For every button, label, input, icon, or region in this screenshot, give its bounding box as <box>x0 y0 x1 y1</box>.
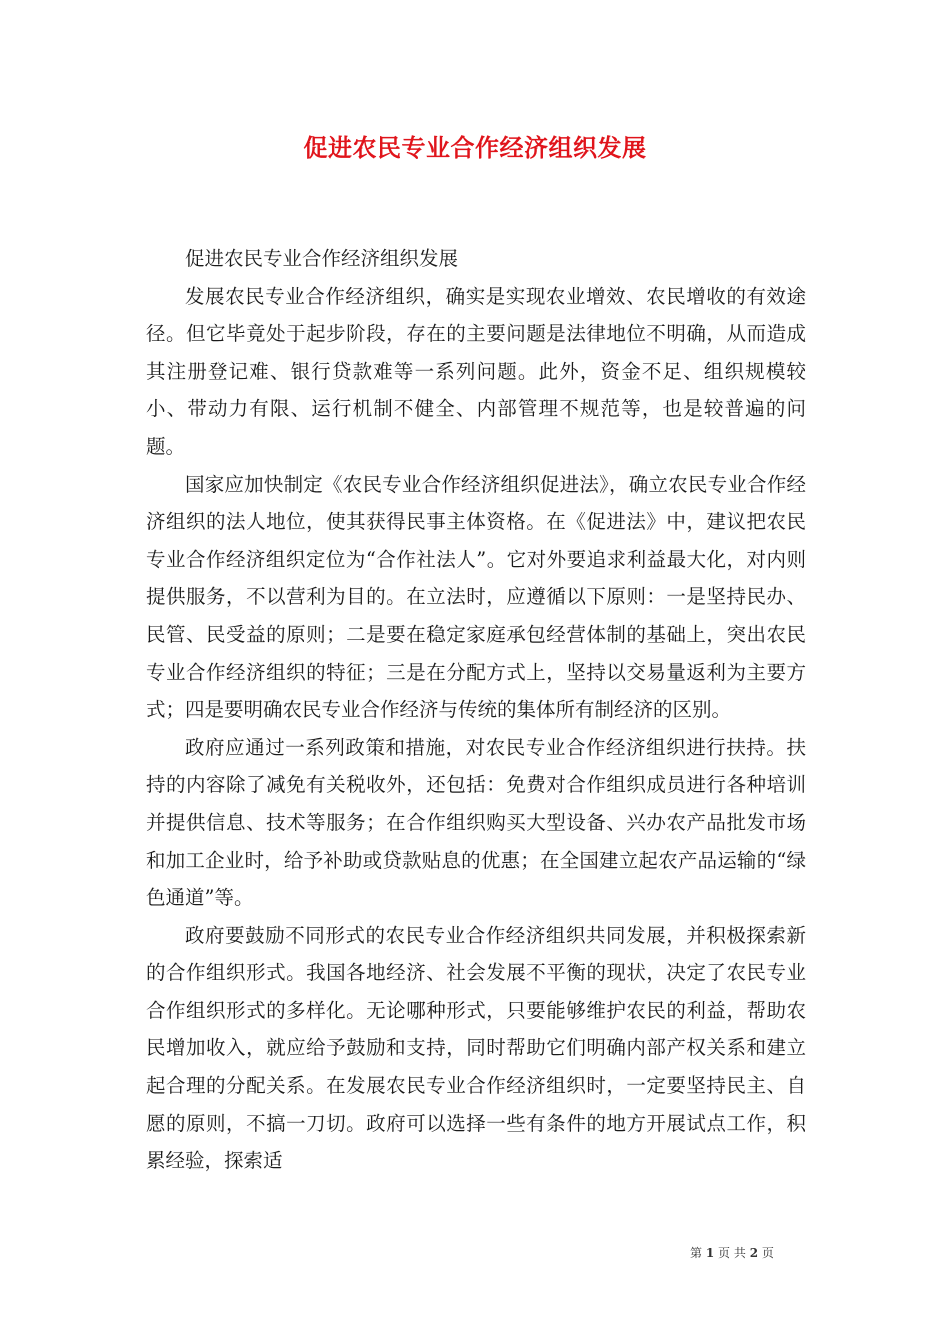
document-subtitle: 促进农民专业合作经济组织发展 <box>185 247 459 270</box>
document-body <box>146 240 806 1180</box>
page-title: 促进农民专业合作经济组织发展 <box>303 133 647 162</box>
footer-total-pages: 2 <box>749 1246 759 1260</box>
paragraph-4: 政府要鼓励不同形式的农民专业合作经济组织共同发展，并积极探索新的合作组织形式。我国各地经济、社会发展不平衡的现状，决定了农民专业合作组织形式的多样化。无论哪种形式，只要能够维护农民的利益，帮助农民增加收入，就应给予鼓励和支持，同时帮助它们明确内部产权关系和建立起合理的分配关系。在发展农民专业合作经济组织时，一定要坚持民主、自愿的原则，不搞一刀切。政府可以选择一些有条件的地方开展试点工作，积累经验，探索适 <box>146 923 806 1173</box>
footer-current-page: 1 <box>705 1246 715 1260</box>
page-footer <box>690 1244 774 1261</box>
footer-middle: 页 共 <box>718 1246 746 1260</box>
paragraph-2: 国家应加快制定《农民专业合作经济组织促进法》，确立农民专业合作经济组织的法人地位，使其获得民事主体资格。在《促进法》中，建议把农民专业合作经济组织定位为“合作社法人”。它对外要追求利益最大化，对内则提供服务，不以营利为目的。在立法时，应遵循以下原则：一是坚持民办、民管、民受益的原则；二是要在稳定家庭承包经营体制的基础上，突出农民专业合作经济组织的特征；三是在分配方式上，坚持以交易量返利为主要方式；四是要明确农民专业合作经济与传统的集体所有制经济的区别。 <box>146 472 806 722</box>
paragraph-1: 发展农民专业合作经济组织，确实是实现农业增效、农民增收的有效途径。但它毕竟处于起步阶段，存在的主要问题是法律地位不明确，从而造成其注册登记难、银行贷款难等一系列问题。此外，资金不足、组织规模较小、带动力有限、运行机制不健全、内部管理不规范等，也是较普遍的问题。 <box>146 284 806 458</box>
paragraph-3: 政府应通过一系列政策和措施，对农民专业合作经济组织进行扶持。扶持的内容除了减免有关税收外，还包括：免费对合作组织成员进行各种培训并提供信息、技术等服务；在合作组织购买大型设备、兴办农产品批发市场和加工企业时，给予补助或贷款贴息的优惠；在全国建立起农产品运输的“绿色通道”等。 <box>146 735 806 910</box>
footer-prefix: 第 <box>690 1246 703 1260</box>
footer-suffix: 页 <box>761 1246 774 1260</box>
